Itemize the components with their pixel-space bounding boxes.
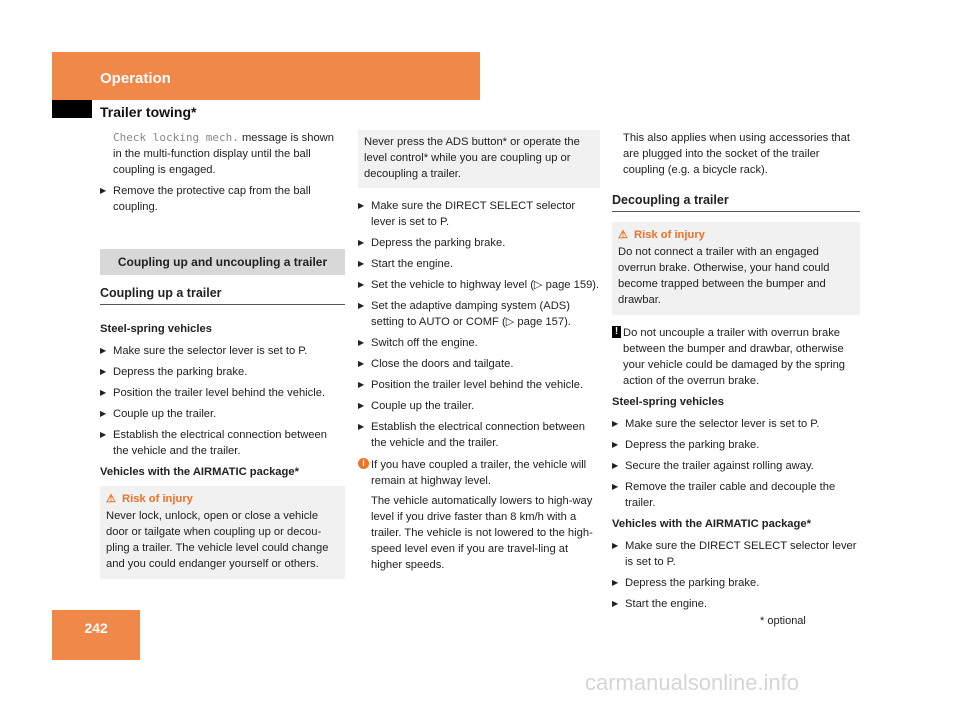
column-1 [100, 130, 345, 579]
info-text-1: If you have coupled a trailer, the vehicle will remain at highway level. [371, 459, 587, 487]
arrow-icon: ▶ [100, 186, 107, 195]
steel-heading: Steel-spring vehicles [100, 323, 212, 335]
step-text: Switch off the engine. [371, 337, 478, 349]
arrow-icon: ▶ [612, 461, 619, 470]
step-item [358, 256, 600, 272]
intro-paragraph [100, 130, 345, 178]
display-message: Check locking mech. [113, 131, 239, 144]
header-marker [52, 100, 92, 118]
risk-text: Never lock, unlock, open or close a vehicle door or tailgate when coupling up or decou-pling a trailer. The vehicle level could change and you could endanger yourself or others. [106, 510, 329, 570]
arrow-icon: ▶ [358, 238, 365, 247]
step-text: Make sure the DIRECT SELECT selector lever is set to P. [371, 200, 576, 228]
step-item [358, 277, 600, 293]
step-text: Position the trailer level behind the vehicle. [371, 379, 584, 391]
caution-note [612, 325, 860, 389]
step-item [100, 343, 345, 359]
column-3 [612, 130, 860, 617]
info-text-2: The vehicle automatically lowers to high-way level if you drive faster than 8 km/h with a trailer. The vehicle is not lowered to the high-speed level even if you are travel-ling at higher speeds. [371, 495, 593, 571]
arrow-icon: ▶ [612, 599, 619, 608]
arrow-icon: ▶ [612, 440, 619, 449]
arrow-icon: ▶ [100, 346, 107, 355]
arrow-icon: ▶ [358, 338, 365, 347]
intro-text: message is shown in the multi-function display until the ball coupling is engaged. [113, 132, 334, 176]
subheading-coupling: Coupling up a trailer [100, 285, 345, 305]
arrow-icon: ▶ [612, 482, 619, 491]
step-text: Position the trailer level behind the vehicle. [113, 387, 326, 399]
risk-title [106, 491, 339, 507]
step-text: Make sure the selector lever is set to P. [625, 418, 820, 430]
arrow-icon: ▶ [612, 419, 619, 428]
risk-title-text: Risk of injury [634, 229, 705, 241]
step-item [612, 575, 860, 591]
arrow-icon: ▶ [100, 367, 107, 376]
info-icon: i [358, 458, 369, 469]
step-text: Make sure the DIRECT SELECT selector lever is set to P. [625, 540, 857, 568]
step-item [358, 419, 600, 451]
caution-icon: ! [612, 326, 621, 338]
arrow-icon: ▶ [358, 380, 365, 389]
subheading-decoupling: Decoupling a trailer [612, 192, 860, 212]
footnote: * optional [760, 615, 806, 627]
step-text: Remove the protective cap from the ball coupling. [113, 185, 311, 213]
page-number: 242 [84, 620, 108, 636]
risk-title-text: Risk of injury [122, 493, 193, 505]
arrow-icon: ▶ [612, 541, 619, 550]
note-box: Never press the ADS button* or operate the level control* while you are coupling up or decoupling a trailer. [358, 130, 600, 188]
arrow-icon: ▶ [100, 388, 107, 397]
step-text: Establish the electrical connection between the vehicle and the trailer. [113, 429, 327, 457]
arrow-icon: ▶ [100, 409, 107, 418]
step-item [358, 235, 600, 251]
step-text: Depress the parking brake. [625, 577, 760, 589]
step-item [612, 437, 860, 453]
step-text: Couple up the trailer. [113, 408, 217, 420]
step-text: Depress the parking brake. [371, 237, 506, 249]
warning-icon: ⚠ [106, 493, 117, 505]
step-text: Remove the trailer cable and decouple the trailer. [625, 481, 836, 509]
section-title: Operation [100, 70, 171, 87]
step-item [612, 479, 860, 511]
risk-box [612, 222, 860, 315]
step-text: Secure the trailer against rolling away. [625, 460, 814, 472]
risk-text: Do not connect a trailer with an engaged overrun brake. Otherwise, your hand could become trapped between the bumper and drawbar. [618, 246, 830, 306]
step-item [612, 596, 860, 612]
arrow-icon: ▶ [612, 578, 619, 587]
step-text: Set the vehicle to highway level (▷ page 159). [371, 279, 600, 291]
airmatic-heading: Vehicles with the AIRMATIC package* [612, 518, 811, 530]
step-item [100, 406, 345, 422]
step-item [358, 398, 600, 414]
arrow-icon: ▶ [358, 301, 365, 310]
step-text: Close the doors and tailgate. [371, 358, 514, 370]
arrow-icon: ▶ [358, 201, 365, 210]
step-text: Start the engine. [371, 258, 454, 270]
arrow-icon: ▶ [358, 422, 365, 431]
step-item [100, 427, 345, 459]
airmatic-heading: Vehicles with the AIRMATIC package* [100, 466, 299, 478]
column-2 [358, 130, 600, 578]
step-text: Depress the parking brake. [625, 439, 760, 451]
risk-title [618, 227, 854, 243]
step-text: Establish the electrical connection between the vehicle and the trailer. [371, 421, 585, 449]
continued-text: This also applies when using accessories that are plugged into the socket of the trailer coupling (e.g. a bicycle rack). [623, 132, 850, 176]
step-item [358, 198, 600, 230]
step-item [100, 183, 345, 215]
info-note [358, 457, 600, 573]
step-item [358, 356, 600, 372]
step-item [612, 538, 860, 570]
arrow-icon: ▶ [358, 259, 365, 268]
step-item [100, 364, 345, 380]
step-item [358, 298, 600, 330]
step-item [612, 458, 860, 474]
steel-heading: Steel-spring vehicles [612, 396, 724, 408]
step-item [358, 377, 600, 393]
step-item [358, 335, 600, 351]
step-text: Make sure the selector lever is set to P. [113, 345, 308, 357]
step-text: Start the engine. [625, 598, 708, 610]
arrow-icon: ▶ [100, 430, 107, 439]
caution-text: Do not uncouple a trailer with overrun brake between the bumper and drawbar, otherwise your vehicle could be damaged by the spring action of the overrun brake. [623, 327, 846, 387]
risk-box [100, 486, 345, 579]
arrow-icon: ▶ [358, 280, 365, 289]
arrow-icon: ▶ [358, 359, 365, 368]
step-item [100, 385, 345, 401]
step-text: Couple up the trailer. [371, 400, 475, 412]
page-title: Trailer towing* [100, 104, 197, 120]
watermark: carmanualsonline.info [585, 670, 800, 695]
warning-icon: ⚠ [618, 229, 629, 241]
arrow-icon: ▶ [358, 401, 365, 410]
section-heading-bar: Coupling up and uncoupling a trailer [100, 249, 345, 275]
step-text: Set the adaptive damping system (ADS) setting to AUTO or COMF (▷ page 157). [371, 300, 571, 328]
step-item [612, 416, 860, 432]
step-text: Depress the parking brake. [113, 366, 248, 378]
